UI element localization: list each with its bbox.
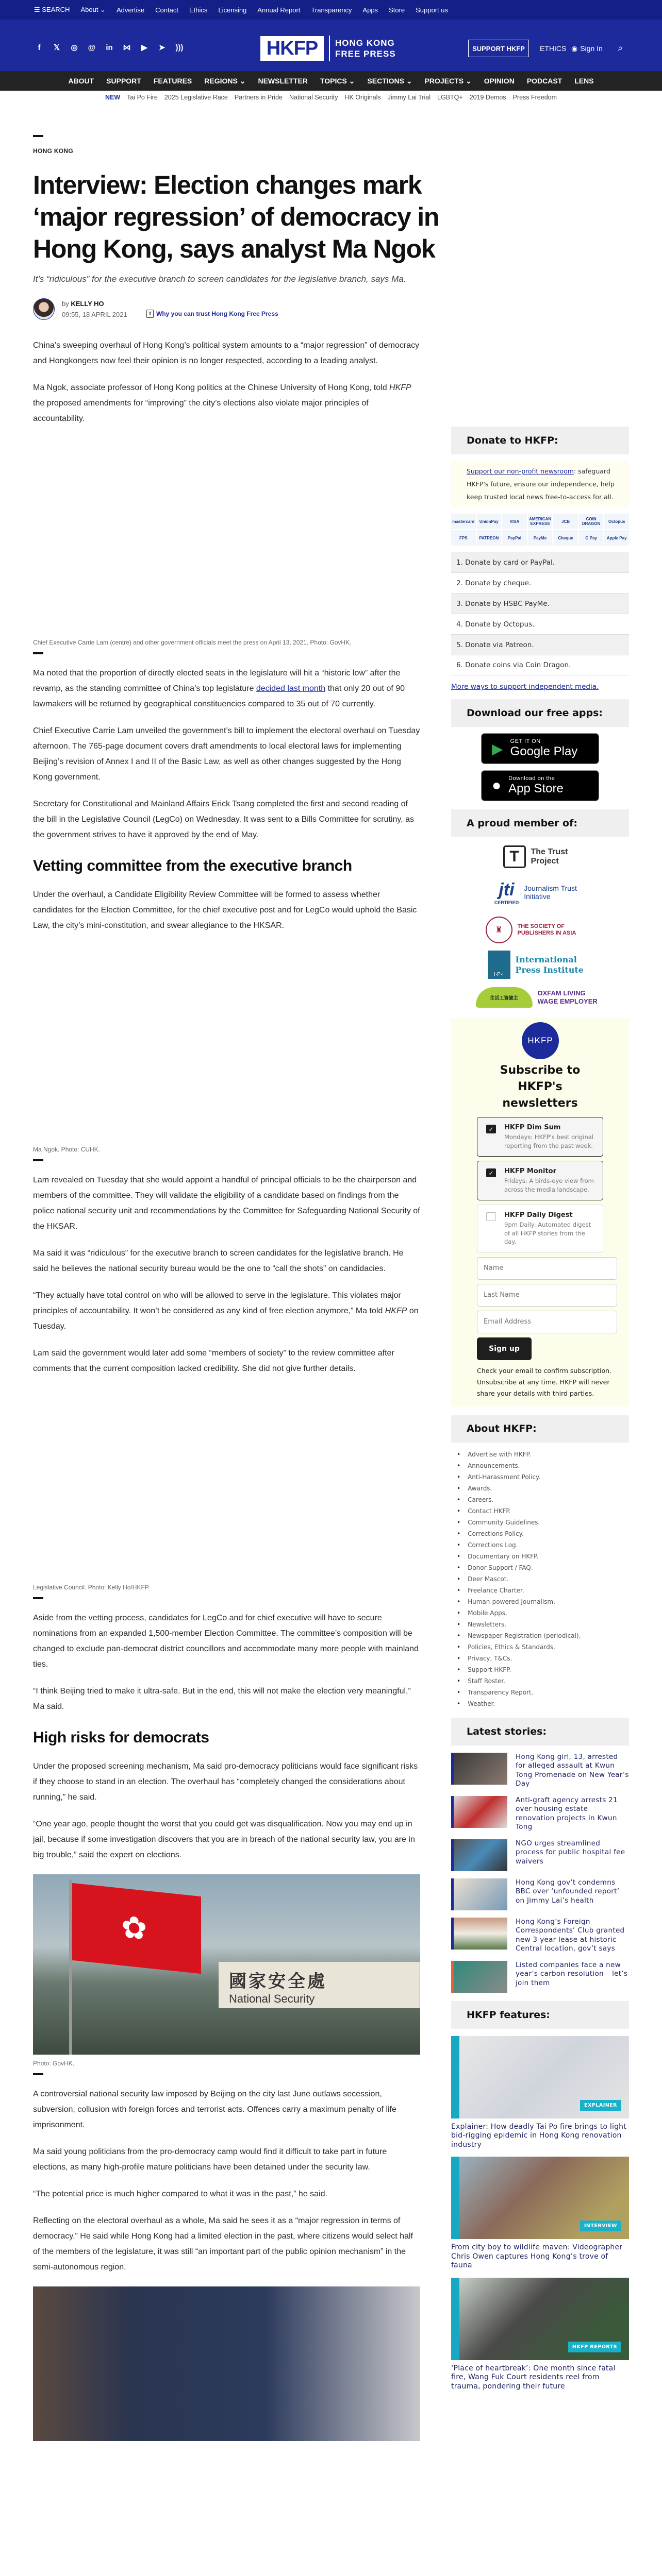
image-caption: Legislative Council. Photo: Kelly Ho/HKFP. <box>33 1584 150 1591</box>
sidebar <box>451 427 629 2391</box>
topbar-link-ethics[interactable]: Ethics <box>189 6 208 14</box>
about-link[interactable]: • Freelance Charter. <box>457 1585 629 1596</box>
about-link[interactable]: • Newspaper Registration (periodical). <box>457 1630 629 1641</box>
paragraph: Chief Executive Carrie Lam unveiled the government’s bill to implement the electoral overhaul on Tuesday afternoon. The 765-page document covers draft amendments to local electoral laws for implementing Beijing’s revision of Annex I and II of the Basic Law, as well as other changes suggested by the Hong Kong government. <box>33 726 420 782</box>
logo-line-2: FREE PRESS <box>335 49 396 59</box>
trust-project-logo[interactable] <box>451 844 629 869</box>
more-ways-link[interactable]: More ways to support independent media. <box>451 683 599 691</box>
article-image-legco-meeting <box>33 2286 420 2441</box>
coin-dragon-logo: COIN DRAGON <box>579 514 604 529</box>
checkbox-checked[interactable]: ✓ <box>486 1125 496 1133</box>
bauhinia-icon: ✿ <box>121 1909 147 1947</box>
about-link[interactable]: • Awards. <box>457 1483 629 1494</box>
jti-name: Journalism Trust Initiative <box>524 884 577 901</box>
image-caption: Photo: GovHK. <box>33 2060 75 2067</box>
threads-icon[interactable]: @ <box>88 43 96 52</box>
google-play-small: GET IT ON <box>510 738 541 744</box>
trust-link[interactable] <box>146 310 278 318</box>
story-title[interactable]: Anti-graft agency arrests 21 over housing estate renovation projects in Kwun Tong <box>516 1795 618 1831</box>
about-link[interactable]: • Donor Support / FAQ. <box>457 1562 629 1573</box>
sign-up-button[interactable]: Sign up <box>477 1337 532 1360</box>
about-link[interactable]: • Support HKFP. <box>457 1664 629 1675</box>
paragraph: Ma said young politicians from the pro-democracy camp would find it difficult to take part in future elections, as many high-profile mature politicians have been detained under the security law. <box>33 2147 387 2172</box>
nav-opinion[interactable]: OPINION <box>484 77 515 85</box>
paragraph: Under the proposed screening mechanism, Ma said pro-democracy politicians would face significant risks if they choose to stand in an election. The overhaul has “completely changed the considerations about running,” he said. <box>33 1762 418 1802</box>
story-thumbnail[interactable] <box>451 1753 507 1785</box>
topbar-link-licensing[interactable]: Licensing <box>218 6 247 14</box>
patreon-logo: PATREON <box>477 530 502 546</box>
donate-option[interactable]: 2. Donate by cheque. <box>451 572 629 593</box>
paragraph: Lam revealed on Tuesday that she would appoint a handful of principal officials to be the chairperson and members of the committee. They will validate the eligibility of a candidate based on findings from the police national security unit and recommendations by the Committee for Safeguarding National Security of the HKSAR. <box>33 1176 420 1231</box>
support-newsroom-link[interactable]: Support our non-profit newsroom <box>467 467 574 475</box>
donate-option[interactable]: 5. Donate via Patreon. <box>451 634 629 655</box>
about-link[interactable]: • Anti-Harassment Policy. <box>457 1471 629 1483</box>
about-link[interactable]: • Weather. <box>457 1698 629 1709</box>
sopa-name: THE SOCIETY OF PUBLISHERS IN ASIA <box>517 923 576 936</box>
paragraph: “The potential price is much higher compared to what it was in the past,” he said. <box>33 2190 327 2198</box>
text: “They actually have total control on who will be allowed to serve in the legislature. This violates major principles of accountability. It won’t be considered as any kind of free election anymore,” Ma told <box>33 1291 401 1315</box>
hkfp-badge: HKFP <box>522 1022 559 1059</box>
unionpay-logo: UnionPay <box>477 514 502 529</box>
newsletter-signup <box>451 1018 629 1406</box>
logo-mark: HKFP <box>260 36 324 61</box>
google-play-icon: ▶ <box>492 740 503 757</box>
user-icon: ◉ <box>571 44 578 53</box>
paragraph: China’s sweeping overhaul of Hong Kong’s political system amounts to a “major regression” of democracy and Hongkongers now feel their opinion is no longer respected, according to a leading analyst. <box>33 341 420 365</box>
nav-sections[interactable]: SECTIONS ⌄ <box>367 76 412 85</box>
trust-project-name: The Trust Project <box>531 847 568 866</box>
paragraph <box>33 666 421 712</box>
support-blurb <box>451 461 629 507</box>
about-link[interactable]: • Mobile Apps. <box>457 1607 629 1619</box>
about-link[interactable]: • Contact HKFP. <box>457 1505 629 1517</box>
sign-chinese: 國家安全處 <box>229 1972 327 1991</box>
jti-certified: CERTIFIED <box>494 900 519 905</box>
section-heading: High risks for democrats <box>33 1729 209 1746</box>
story-thumbnail[interactable] <box>451 1918 507 1950</box>
youtube-icon[interactable]: ▶ <box>141 43 147 52</box>
paragraph: Reflecting on the electoral overhaul as a whole, Ma said he sees it as a “major regression in terms of democracy.” He said while Hong Kong had a limited election in the past, where citizens would select half of the members of the legislature, it was still “an important part of the public opinion mechanism” in the semi-autonomous region. <box>33 2216 413 2272</box>
topic-link[interactable]: Jimmy Lai Trial <box>387 94 431 101</box>
byline-block <box>62 300 139 318</box>
section-heading: Vetting committee from the executive branch <box>33 857 352 874</box>
story-title[interactable]: NGO urges streamlined process for public hospital fee waivers <box>516 1839 625 1866</box>
ipi-mark: I·P·I <box>488 951 510 979</box>
latest-heading: Latest stories: <box>451 1718 629 1745</box>
text: Ma noted that the proportion of directly elected seats in the legislature will hit a “historic low” after the revamp, as the standing committee of China’s top legislature <box>33 669 401 693</box>
about-link[interactable]: • Corrections Policy. <box>457 1528 629 1539</box>
about-link[interactable]: • Newsletters. <box>457 1619 629 1630</box>
text: that only 20 out of 90 lawmakers will be returned by geographical constituencies compared to 35 out of 70 currently. <box>33 684 405 708</box>
mastercard-logo: mastercard <box>451 514 476 529</box>
image-caption: Chief Executive Carrie Lam (centre) and other government officials meet the press on April 13, 2021. Photo: GovHK. <box>33 639 352 646</box>
donate-option[interactable]: 4. Donate by Octopus. <box>451 614 629 634</box>
topbar-link-contact[interactable]: Contact <box>155 6 178 14</box>
instagram-icon[interactable]: ◎ <box>71 43 78 52</box>
nav-features[interactable]: FEATURES <box>153 77 192 85</box>
trust-link-label: Why you can trust Hong Kong Free Press <box>156 310 278 317</box>
story-title[interactable]: Hong Kong’s Foreign Correspondents’ Club granted new 3-year lease at historic Central location, gov’t says <box>516 1917 625 1953</box>
latest-story[interactable] <box>451 1839 629 1871</box>
feature-image[interactable] <box>451 2036 629 2119</box>
logo-wordmark <box>335 38 396 59</box>
paragraph: Secretary for Constitutional and Mainland Affairs Erick Tsang completed the first and second reading of the bill in the Legislative Council (LegCo) on Wednesday. It was sent to a Bills Committee for scrutiny, as the government strives to have it approved by the end of May. <box>33 800 415 839</box>
cheque-logo: Cheque <box>553 530 578 546</box>
features-heading: HKFP features: <box>451 2001 629 2029</box>
latest-story[interactable] <box>451 1753 629 1789</box>
about-link[interactable]: • Corrections Log. <box>457 1539 629 1551</box>
about-link[interactable]: • Human-powered Journalism. <box>457 1596 629 1607</box>
social-links <box>34 42 185 53</box>
about-heading: About HKFP: <box>451 1415 629 1443</box>
topic-link[interactable]: Press Freedom <box>512 94 557 101</box>
feature-title[interactable]: Explainer: How deadly Tai Po fire brings to light bid-rigging epidemic in Hong Kong renovation industry <box>451 2122 626 2149</box>
caption-divider <box>33 2073 43 2075</box>
paragraph <box>33 1288 421 1334</box>
story-title[interactable]: Listed companies face a new year’s carbon resolution – let’s join them <box>516 1960 628 1987</box>
story-thumbnail[interactable] <box>451 1796 507 1828</box>
newsletter-option-dim-sum[interactable] <box>477 1117 603 1157</box>
app-store-small: Download on the <box>508 775 555 782</box>
story-thumbnail[interactable] <box>451 1878 507 1910</box>
article-image-legco <box>33 1388 420 1579</box>
nav-support[interactable]: SUPPORT <box>106 77 141 85</box>
x-icon[interactable]: 𝕏 <box>53 43 60 52</box>
latest-story[interactable] <box>451 1796 629 1832</box>
nav-newsletter[interactable]: NEWSLETTER <box>258 77 308 85</box>
paragraph <box>33 380 421 427</box>
latest-story[interactable] <box>451 1961 629 1993</box>
oxfam-living-wage-logo[interactable] <box>451 986 629 1009</box>
author-link[interactable]: KELLY HO <box>71 300 104 308</box>
topbar-link-advertise[interactable]: Advertise <box>116 6 145 14</box>
jcb-logo: JCB <box>553 514 578 529</box>
amex-logo: AMERICAN EXPRESS <box>528 514 553 529</box>
feature-image[interactable] <box>451 2157 629 2239</box>
oxfam-name: OXFAM LIVING WAGE EMPLOYER <box>537 989 598 1005</box>
newsletter-note: Check your email to confirm subscription. Unsubscribe at any time. HKFP will never share your details with third parties. <box>477 1366 612 1397</box>
site-header <box>0 20 662 71</box>
latest-story[interactable] <box>451 1878 629 1910</box>
google-pay-logo: G Pay <box>579 530 604 546</box>
donate-option[interactable]: 1. Donate by card or PayPal. <box>451 552 629 572</box>
feature-image[interactable] <box>451 2278 629 2360</box>
new-label: NEW <box>105 94 121 101</box>
app-store-big: App Store <box>508 782 564 795</box>
visa-logo: VISA <box>502 514 527 529</box>
paypal-logo: PayPal <box>502 530 527 546</box>
checkbox-checked[interactable]: ✓ <box>486 1168 496 1177</box>
hk-flag <box>72 1883 201 1974</box>
apps-heading: Download our free apps: <box>451 699 629 727</box>
paragraph: Aside from the vetting process, candidates for LegCo and for chief executive will have to secure nominations from an expanded 1,500-member Election Committee. The committee’s composition will be changed to exclude pan-democrat district councillors and accommodate many more people with mainland ties. <box>33 1614 419 1669</box>
option-title: HKFP Monitor <box>504 1167 557 1175</box>
donate-options <box>451 552 629 675</box>
about-link[interactable]: • Transparency Report. <box>457 1687 629 1698</box>
topbar-link-store[interactable]: Store <box>389 6 405 14</box>
nav-projects[interactable]: PROJECTS ⌄ <box>424 76 472 85</box>
email-input[interactable] <box>477 1311 617 1333</box>
topbar-link-about[interactable]: About ⌄ <box>80 6 106 13</box>
topic-link[interactable]: LGBTQ+ <box>437 94 463 101</box>
topic-link[interactable]: National Security <box>289 94 338 101</box>
paragraph: “I think Beijing tried to make it ultra-safe. But in the end, this will not make the election very meaningful,” Ma said. <box>33 1687 411 1711</box>
about-link[interactable]: • Announcements. <box>457 1460 629 1471</box>
feature-tag: INTERVIEW <box>580 2221 621 2231</box>
utility-bar <box>0 0 662 20</box>
caption-divider <box>33 1597 43 1599</box>
article-image-national-security-office <box>33 1874 420 2055</box>
app-store-button[interactable] <box>481 770 599 801</box>
jti-logo[interactable] <box>451 876 629 909</box>
trust-project-icon: T <box>146 310 154 318</box>
topbar-link-transparency[interactable]: Transparency <box>311 6 352 14</box>
publication-name: HKFP <box>385 1307 407 1315</box>
rss-icon[interactable]: ))) <box>175 43 184 52</box>
topbar-link-support[interactable]: Support us <box>416 6 449 14</box>
category-link[interactable]: HONG KONG <box>33 147 74 155</box>
about-link[interactable]: • Advertise with HKFP. <box>457 1449 629 1460</box>
option-title: HKFP Daily Digest <box>504 1211 573 1219</box>
feature-strip-label: HONG KONG FREE PRESS <box>452 2280 456 2337</box>
apple-pay-logo: Apple Pay <box>604 530 629 546</box>
paragraph: A controversial national security law imposed by Beijing on the city last June outlaws secession, subversion, collusion with foreign forces and terrorist acts. Offences carry a maximum penalty of life imprisonment. <box>33 2090 396 2129</box>
feature-tag: HKFP REPORTS <box>568 2342 621 2352</box>
paragraph: Under the overhaul, a Candidate Eligibility Review Committee will be formed to assess whether candidates for the Election Committee, for the chief executive post and for LegCo would uphold the Basic Law, the city’s mini-constitution, and swear allegiance to the HKSAR. <box>33 890 417 930</box>
option-desc: 9pm Daily: Automated digest of all HKFP stories from the day. <box>504 1221 591 1245</box>
story-title[interactable]: Hong Kong gov’t condemns BBC over ‘unfounded report’ on Jimmy Lai’s health <box>516 1878 620 1905</box>
octopus-logo: Octopus <box>604 514 629 529</box>
nav-lens[interactable]: LENS <box>574 77 594 85</box>
sign-in-label: Sign In <box>580 44 603 53</box>
trust-project-mark: T <box>503 845 526 868</box>
logo-line-1: HONG KONG <box>335 38 395 48</box>
main-nav <box>0 71 662 91</box>
byline-row <box>33 298 421 320</box>
paragraph: “One year ago, people thought the worst that you could get was disqualification. Now you may end up in jail, because if some investigation discovers that you are in breach of the national security law, you are in big trouble,” said the expert on elections. <box>33 1820 415 1859</box>
payment-methods <box>451 514 629 546</box>
donate-heading: Donate to HKFP: <box>451 427 629 454</box>
publication-name: HKFP <box>389 383 411 392</box>
donate-option[interactable]: 3. Donate by HSBC PayMe. <box>451 593 629 614</box>
option-desc: Mondays: HKFP's best original reporting from the past week. <box>504 1133 593 1149</box>
category-marker <box>33 135 43 137</box>
payme-logo: PayMe <box>528 530 553 546</box>
image-caption: Ma Ngok. Photo: CUHK. <box>33 1146 101 1153</box>
last-name-input[interactable] <box>477 1284 617 1307</box>
ethics-link[interactable]: ETHICS <box>540 44 567 53</box>
google-play-big: Google Play <box>510 744 578 758</box>
support-hkfp-button[interactable]: SUPPORT HKFP <box>468 40 529 57</box>
option-desc: Fridays: A birds-eye view from across the media landscape. <box>504 1177 594 1193</box>
paragraph: Ma said it was “ridiculous” for the executive branch to screen candidates for the legislative branch. He said he believes the national security bureau would be the one to “call the shots” on candidacies. <box>33 1249 404 1273</box>
feature-strip-label: HONG KONG FREE PRESS <box>452 2039 456 2096</box>
byline <box>62 300 139 308</box>
text: on Tuesday. <box>33 1307 419 1331</box>
topic-link[interactable]: Partners in Pride <box>234 94 283 101</box>
topic-link[interactable]: 2019 Demos <box>469 94 506 101</box>
fps-logo: FPS <box>451 530 476 546</box>
topic-link[interactable]: 2025 Legislative Race <box>164 94 228 101</box>
about-links <box>457 1449 629 1709</box>
support-text: : safeguard HKFP's future, ensure our independence, help keep trusted local news free-to-access for all. <box>467 467 615 501</box>
newsletter-option-daily-digest[interactable] <box>477 1205 603 1253</box>
nav-topics[interactable]: TOPICS ⌄ <box>320 76 355 85</box>
donate-option[interactable]: 6. Donate coins via Coin Dragon. <box>451 655 629 675</box>
newsletter-title: Subscribe to HKFP's newsletters <box>500 1064 581 1110</box>
about-link[interactable]: • Staff Roster. <box>457 1675 629 1687</box>
search-menu-button[interactable]: ☰ SEARCH <box>34 6 70 13</box>
text: Ma Ngok, associate professor of Hong Kong politics at the Chinese University of Hong Kong, told <box>33 383 390 392</box>
search-icon[interactable]: ⌕ <box>618 43 623 53</box>
decided-last-month-link[interactable]: decided last month <box>256 684 326 693</box>
topbar-link-apps[interactable]: Apps <box>362 6 378 14</box>
newsletter-option-monitor[interactable] <box>477 1161 603 1200</box>
option-title: HKFP Dim Sum <box>504 1124 561 1131</box>
story-thumbnail[interactable] <box>451 1839 507 1871</box>
checkbox-unchecked[interactable] <box>486 1212 496 1221</box>
feature-title[interactable]: ‘Place of heartbreak’: One month since fatal fire, Wang Fuk Court residents reel from trauma, pondering their future <box>451 2364 616 2391</box>
about-link[interactable]: • Careers. <box>457 1494 629 1505</box>
site-logo[interactable] <box>260 36 396 61</box>
about-link[interactable]: • Documentary on HKFP. <box>457 1551 629 1562</box>
google-play-button[interactable] <box>481 733 599 764</box>
jti-mark: jti <box>499 879 515 900</box>
office-sign <box>219 1962 420 2008</box>
nav-podcast[interactable]: PODCAST <box>526 77 562 85</box>
story-title[interactable]: Hong Kong girl, 13, arrested for alleged assault at Kwun Tong Promenade on New Year’s Day <box>516 1752 629 1788</box>
sopa-seal: ♜ <box>486 917 512 943</box>
article <box>33 135 439 2441</box>
facebook-icon[interactable]: f <box>38 43 41 52</box>
bluesky-icon[interactable]: ⋈ <box>123 43 131 52</box>
telegram-icon[interactable]: ➤ <box>158 43 166 52</box>
article-image-ma-ngok <box>33 945 420 1141</box>
topbar-link-annual-report[interactable]: Annual Report <box>257 6 301 14</box>
about-link[interactable]: • Deer Mascot. <box>457 1573 629 1585</box>
article-title: Interview: Election changes mark ‘major regression’ of democracy in Hong Kong, says analyst Ma Ngok <box>33 171 439 263</box>
nav-regions[interactable]: REGIONS ⌄ <box>204 76 246 85</box>
feature-tag: EXPLAINER <box>580 2100 621 2111</box>
topic-link[interactable]: HK Originals <box>344 94 381 101</box>
logo-divider <box>329 36 330 61</box>
ipi-name: International Press Institute <box>515 954 584 975</box>
article-image-press-conference <box>33 438 420 634</box>
feature-strip-label: HONG KONG FREE PRESS <box>452 2160 456 2217</box>
paragraph: Lam said the government would later add some “members of society” to the review committee after comments that the current composition lacked credibility. She did not give further details. <box>33 1349 394 1373</box>
caption-divider <box>33 1159 43 1161</box>
nav-about[interactable]: ABOUT <box>68 77 94 85</box>
latest-story[interactable] <box>451 1918 629 1954</box>
article-subtitle: It’s “ridiculous” for the executive branch to screen candidates for the legislative branch, says Ma. <box>33 274 406 284</box>
sopa-logo[interactable] <box>451 916 629 943</box>
linkedin-icon[interactable]: in <box>106 43 113 52</box>
by-label: by <box>62 300 69 308</box>
author-avatar[interactable] <box>33 298 55 320</box>
about-link[interactable]: • Community Guidelines. <box>457 1517 629 1528</box>
sign-in-link[interactable] <box>571 44 603 53</box>
about-link[interactable]: • Policies, Ethics & Standards. <box>457 1641 629 1653</box>
about-link[interactable]: • Privacy, T&Cs. <box>457 1653 629 1664</box>
text: the proposed amendments for “improving” the city’s elections also violate major principles of accountability. <box>33 399 369 423</box>
caption-divider <box>33 652 43 654</box>
living-wage-mark: 生活工資僱主 <box>476 987 533 1008</box>
publish-date: 09:55, 18 APRIL 2021 <box>62 311 127 318</box>
sign-english: National Security <box>229 1992 315 2005</box>
story-thumbnail[interactable] <box>451 1961 507 1993</box>
ipi-logo[interactable] <box>451 951 629 979</box>
feature-title[interactable]: From city boy to wildlife maven: Videographer Chris Owen captures Hong Kong’s trove of fauna <box>451 2243 623 2269</box>
name-input[interactable] <box>477 1257 617 1280</box>
topic-link[interactable]: Tai Po Fire <box>127 94 158 101</box>
trending-topics <box>0 91 662 104</box>
member-heading: A proud member of: <box>451 809 629 837</box>
apple-icon: ● <box>492 777 502 794</box>
